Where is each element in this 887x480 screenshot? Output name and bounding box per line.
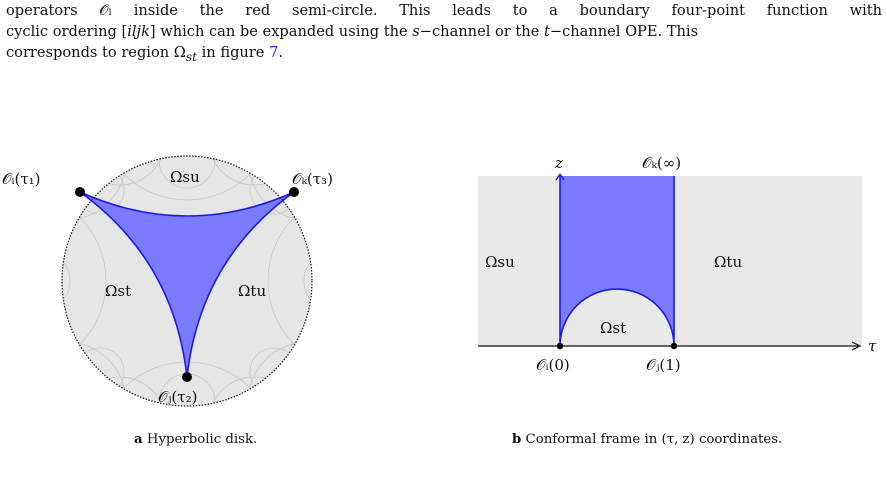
label-omega-su: Ωsu [170, 168, 200, 186]
point-k [289, 187, 299, 197]
label-op-i: 𝒪ᵢ(τ₁) [2, 170, 41, 188]
paragraph-line-3: corresponds to region $\Omega_{st}$ in figure 7. [6, 44, 284, 64]
label-op-j: 𝒪ⱼ(τ₂) [158, 388, 198, 406]
point-j [182, 372, 192, 382]
paragraph-line-1: operators 𝒪ₗ inside the red semi-circle. This leads to a boundary four-point function with [6, 2, 882, 19]
label-omega-tu: Ωtu [714, 253, 743, 271]
conformal-frame-svg [470, 140, 887, 400]
hyperbolic-disk-svg [0, 140, 380, 430]
label-op-k: 𝒪ₖ(τ₃) [292, 170, 333, 188]
label-omega-st: Ωst [105, 282, 132, 300]
hyperbolic-disk-figure [0, 140, 380, 430]
caption-hyperbolic-disk: a Hyperbolic disk. [134, 432, 258, 447]
figure-reference-link[interactable]: 7 [269, 44, 279, 61]
point-one [671, 343, 677, 349]
label-omega-st: Ωst [600, 319, 627, 337]
point-zero [557, 343, 563, 349]
point-i [75, 187, 85, 197]
label-op-j-one: 𝒪ⱼ(1) [646, 356, 681, 374]
label-op-k-infinity: 𝒪ₖ(∞) [642, 154, 682, 172]
paragraph-line-2: cyclic ordering [iljk] which can be expanded using the s−channel or the t−channel OPE. This [6, 23, 699, 40]
conformal-frame-figure [470, 140, 887, 400]
caption-conformal-frame: b Conformal frame in (τ, z) coordinates. [512, 432, 783, 447]
label-axis-z: z [555, 154, 563, 172]
label-omega-su: Ωsu [485, 253, 515, 271]
label-op-i-zero: 𝒪ᵢ(0) [536, 356, 570, 374]
body-paragraph [6, 0, 882, 68]
label-omega-tu: Ωtu [238, 282, 267, 300]
label-axis-tau: τ [868, 337, 877, 355]
